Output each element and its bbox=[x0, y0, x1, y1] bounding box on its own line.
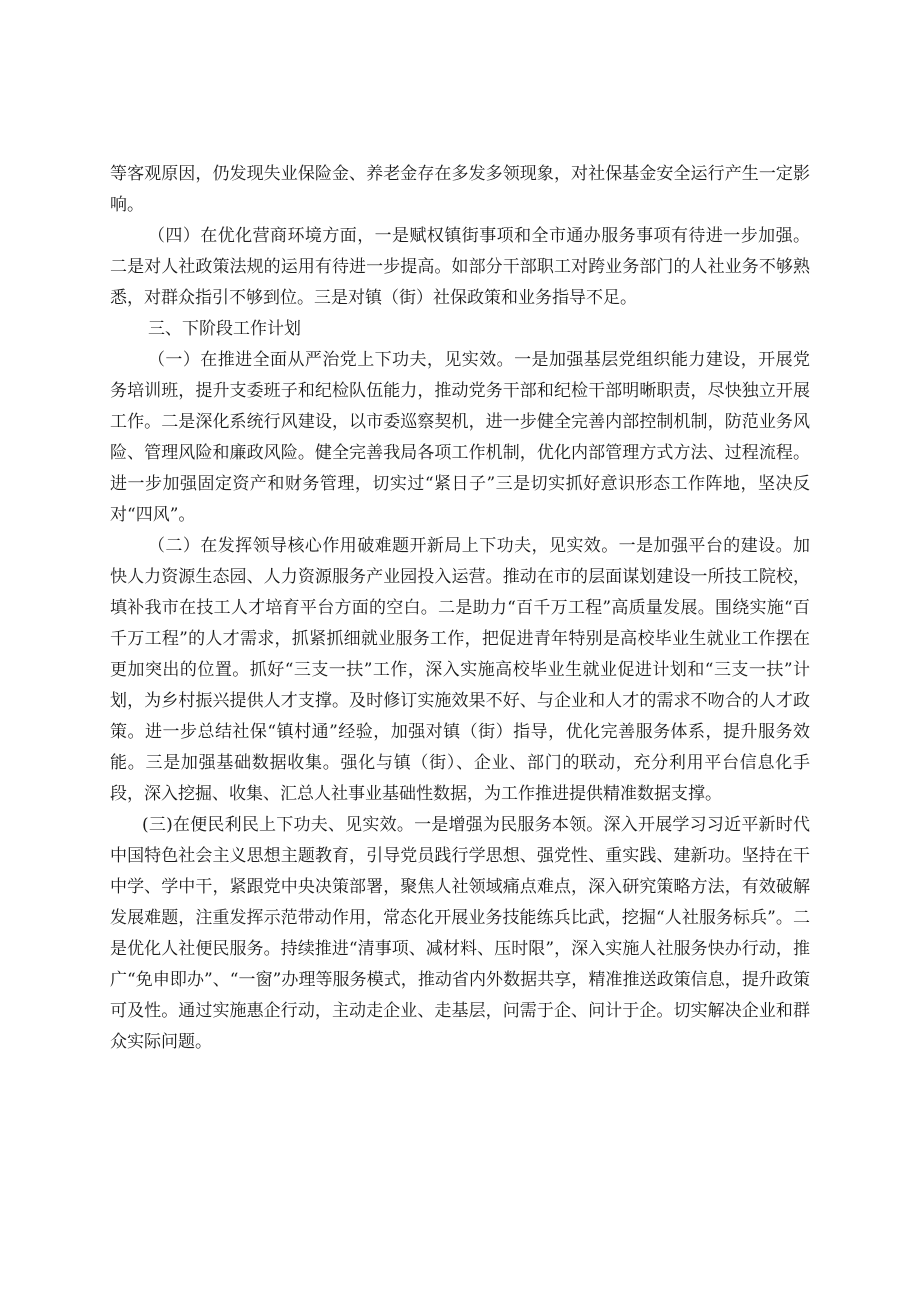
paragraph-plan-1: （一）在推进全面从严治党上下功夫，见实效。一是加强基层党组织能力建设，开展党务培训班，提升支委班子和纪检队伍能力，推动党务干部和纪检干部明晰职责，尽快独立开展工作。二是深化系统行风建设，以市委巡察契机，进一步健全完善内部控制机制，防范业务风险、管理风险和廉政风险。健全完善我局各项工作机制，优化内部管理方式方法、过程流程。进一步加强固定资产和财务管理，切实过“紧日子”三是切实抓好意识形态工作阵地，坚决反对“四风”。 bbox=[110, 350, 810, 525]
paragraph-plan-2: （二）在发挥领导核心作用破难题开新局上下功夫，见实效。一是加强平台的建设。加快人力资源生态园、人力资源服务产业园投入运营。推动在市的层面谋划建设一所技工院校，填补我市在技工人才培育平台方面的空白。二是助力“百千万工程”高质量发展。围绕实施“百千万工程”的人才需求，抓紧抓细就业服务工作，把促进青年特别是高校毕业生就业工作摆在更加突出的位置。抓好“三支一扶”工作，深入实施高校毕业生就业促进计划和“三支一扶”计划，为乡村振兴提供人才支撑。及时修订实施效果不好、与企业和人才的需求不吻合的人才政策。进一步总结社保“镇村通”经验，加强对镇（街）指导，优化完善服务体系，提升服务效能。三是加强基础数据收集。强化与镇（街）、企业、部门的联动，充分利用平台信息化手段，深入挖掘、收集、汇总人社事业基础性数据，为工作推进提供精准数据支撑。 bbox=[110, 536, 810, 804]
section-heading-next-plan: 三、下阶段工作计划 bbox=[148, 319, 301, 339]
paragraph-continuation: 等客观原因，仍发现失业保险金、养老金存在多发多领现象，对社保基金安全运行产生一定影响。 bbox=[110, 164, 810, 215]
paragraph-plan-3: (三)在便民利民上下功夫、见实效。一是增强为民服务本领。深入开展学习习近平新时代中国特色社会主义思想主题教育，引导党员践行学思想、强党性、重实践、建新功。坚持在干中学、学中干，紧跟党中央决策部署，聚焦人社领域痛点难点，深入研究策略方法，有效破解发展难题，注重发挥示范带动作用，常态化开展业务技能练兵比武，挖掘“人社服务标兵”。二是优化人社便民服务。持续推进“清事项、减材料、压时限”，深入实施人社服务快办行动，推广“免申即办”、“一窗”办理等服务模式，推动省内外数据共享，精准推送政策信息，提升政策可及性。通过实施惠企行动，主动走企业、走基层，问需于企、问计于企。切实解决企业和群众实际问题。 bbox=[110, 815, 810, 1052]
paragraph-issue-4: （四）在优化营商环境方面，一是赋权镇街事项和全市通办服务事项有待进一步加强。二是对人社政策法规的运用有待进一步提高。如部分干部职工对跨业务部门的人社业务不够熟悉，对群众指引不够到位。三是对镇（街）社保政策和业务指导不足。 bbox=[110, 226, 810, 308]
document-body bbox=[110, 159, 810, 1058]
